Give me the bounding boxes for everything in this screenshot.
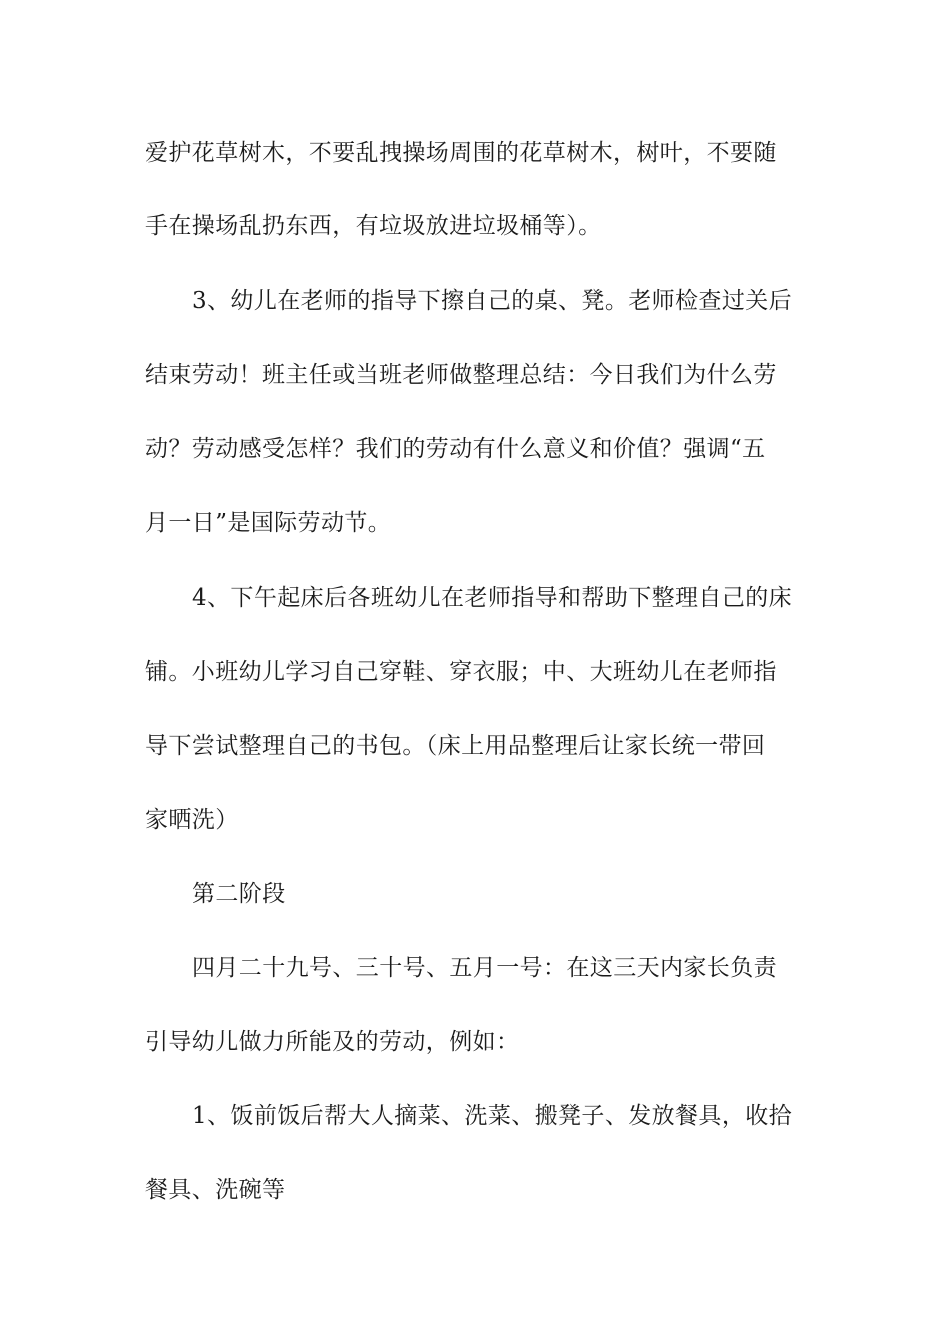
paragraph-line-2: 手在操场乱扔东西，有垃圾放进垃圾桶等）。: [145, 213, 602, 239]
paragraph-line-9: 导下尝试整理自己的书包。（床上用品整理后让家长统一带回: [145, 733, 766, 759]
paragraph-line-15: 餐具、洗碗等: [145, 1177, 286, 1203]
paragraph-line-14: 1、饭前饭后帮大人摘菜、洗菜、搬凳子、发放餐具，收拾: [192, 1103, 793, 1129]
paragraph-line-7: 4、下午起床后各班幼儿在老师指导和帮助下整理自己的床: [192, 585, 793, 611]
paragraph-line-3: 3、幼儿在老师的指导下擦自己的桌、凳。老师检查过关后: [192, 288, 793, 314]
paragraph-line-1: 爱护花草树木，不要乱拽操场周围的花草树木，树叶，不要随: [145, 140, 777, 166]
paragraph-line-12: 四月二十九号、三十号、五月一号：在这三天内家长负责: [192, 955, 777, 981]
paragraph-line-8: 铺。小班幼儿学习自己穿鞋、穿衣服；中、大班幼儿在老师指: [145, 659, 777, 685]
section-heading: 第二阶段: [192, 881, 286, 907]
paragraph-line-4: 结束劳动！班主任或当班老师做整理总结：今日我们为什么劳: [145, 362, 777, 388]
paragraph-line-10: 家晒洗）: [145, 807, 239, 833]
paragraph-line-13: 引导幼儿做力所能及的劳动，例如：: [145, 1029, 520, 1055]
paragraph-line-6: 月一日”是国际劳动节。: [145, 510, 392, 536]
paragraph-line-5: 动？劳动感受怎样？我们的劳动有什么意义和价值？强调“五: [145, 436, 766, 462]
